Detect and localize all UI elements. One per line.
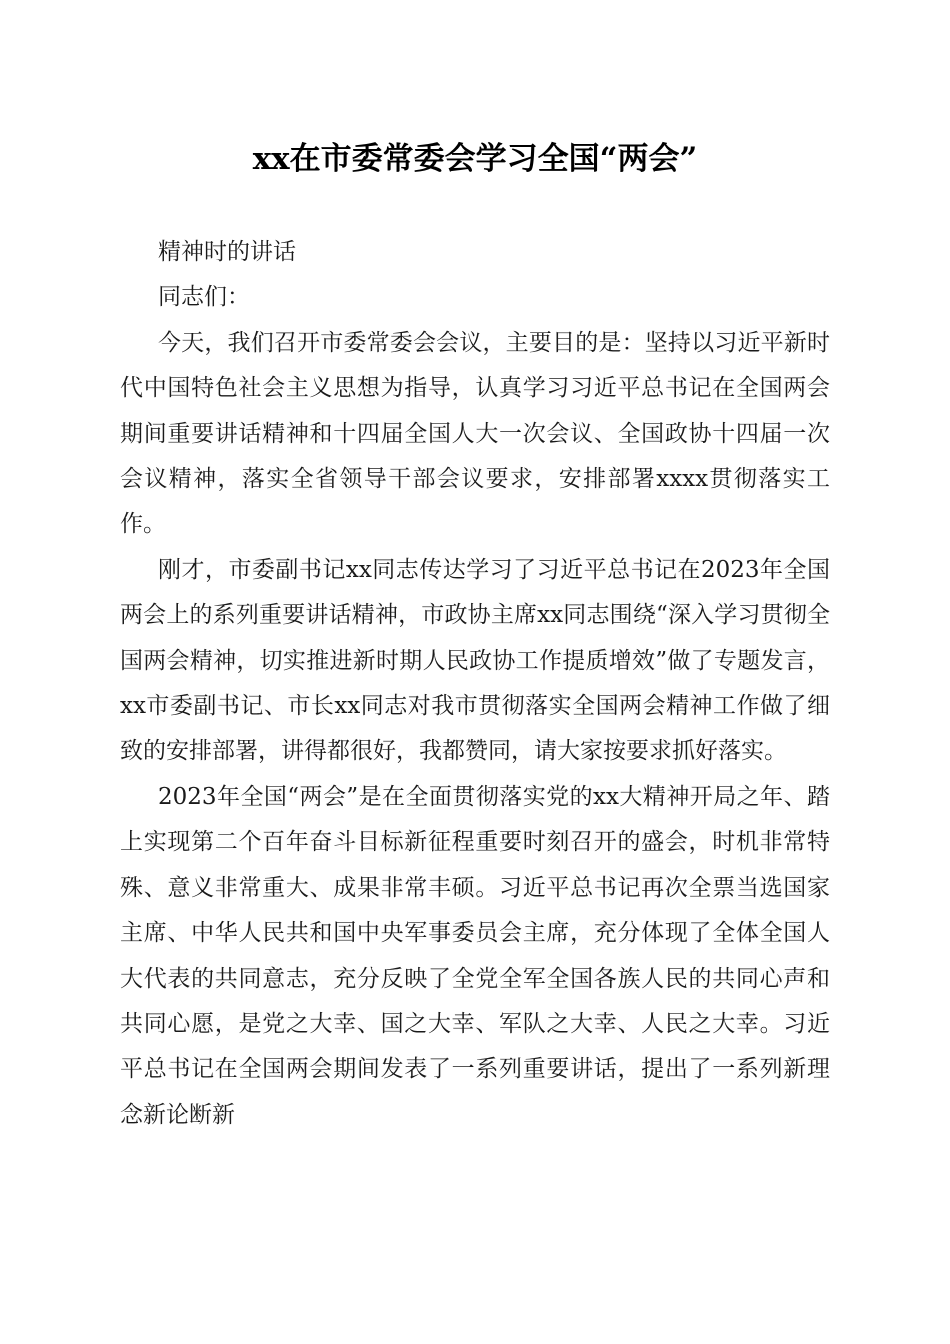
salutation: 同志们： <box>158 284 250 311</box>
document-title: xx在市委常委会学习全国“两会” <box>252 141 698 177</box>
paragraph: 今天，我们召开市委常委会会议，主要目的是：坚持以习近平新时代中国特色社会主义思想为指导，认真学习习近平总书记在全国两会期间重要讲话精神和十四届全国人大一次会议、全国政协十四届一次会议精神，落实全省领导干部会议要求，安排部署xxxx贯彻落实工作。 <box>120 329 830 538</box>
document-subtitle: 精神时的讲话 <box>158 239 296 265</box>
paragraph: 2023年全国“两会”是在全面贯彻落实党的xx大精神开局之年、踏上实现第二个百年奋斗目标新征程重要时刻召开的盛会，时机非常特殊、意义非常重大、成果非常丰硕。习近平总书记再次全票当选国家主席、中华人民共和国中央军事委员会主席，充分体现了全体全国人大代表的共同意志，充分反映了全党全军全国各族人民的共同心声和共同心愿，是党之大幸、国之大幸、军队之大幸、人民之大幸。习近平总书记在全国两会期间发表了一系列重要讲话，提出了一系列新理念新论断新 <box>120 783 830 1128</box>
document-body <box>120 230 830 1138</box>
paragraph: 刚才，市委副书记xx同志传达学习了习近平总书记在2023年全国两会上的系列重要讲话精神，市政协主席xx同志围绕“深入学习贯彻全国两会精神，切实推进新时期人民政协工作提质增效”做了专题发言，xx市委副书记、市长xx同志对我市贯彻落实全国两会精神工作做了细致的安排部署，讲得都很好，我都赞同，请大家按要求抓好落实。 <box>120 556 830 765</box>
